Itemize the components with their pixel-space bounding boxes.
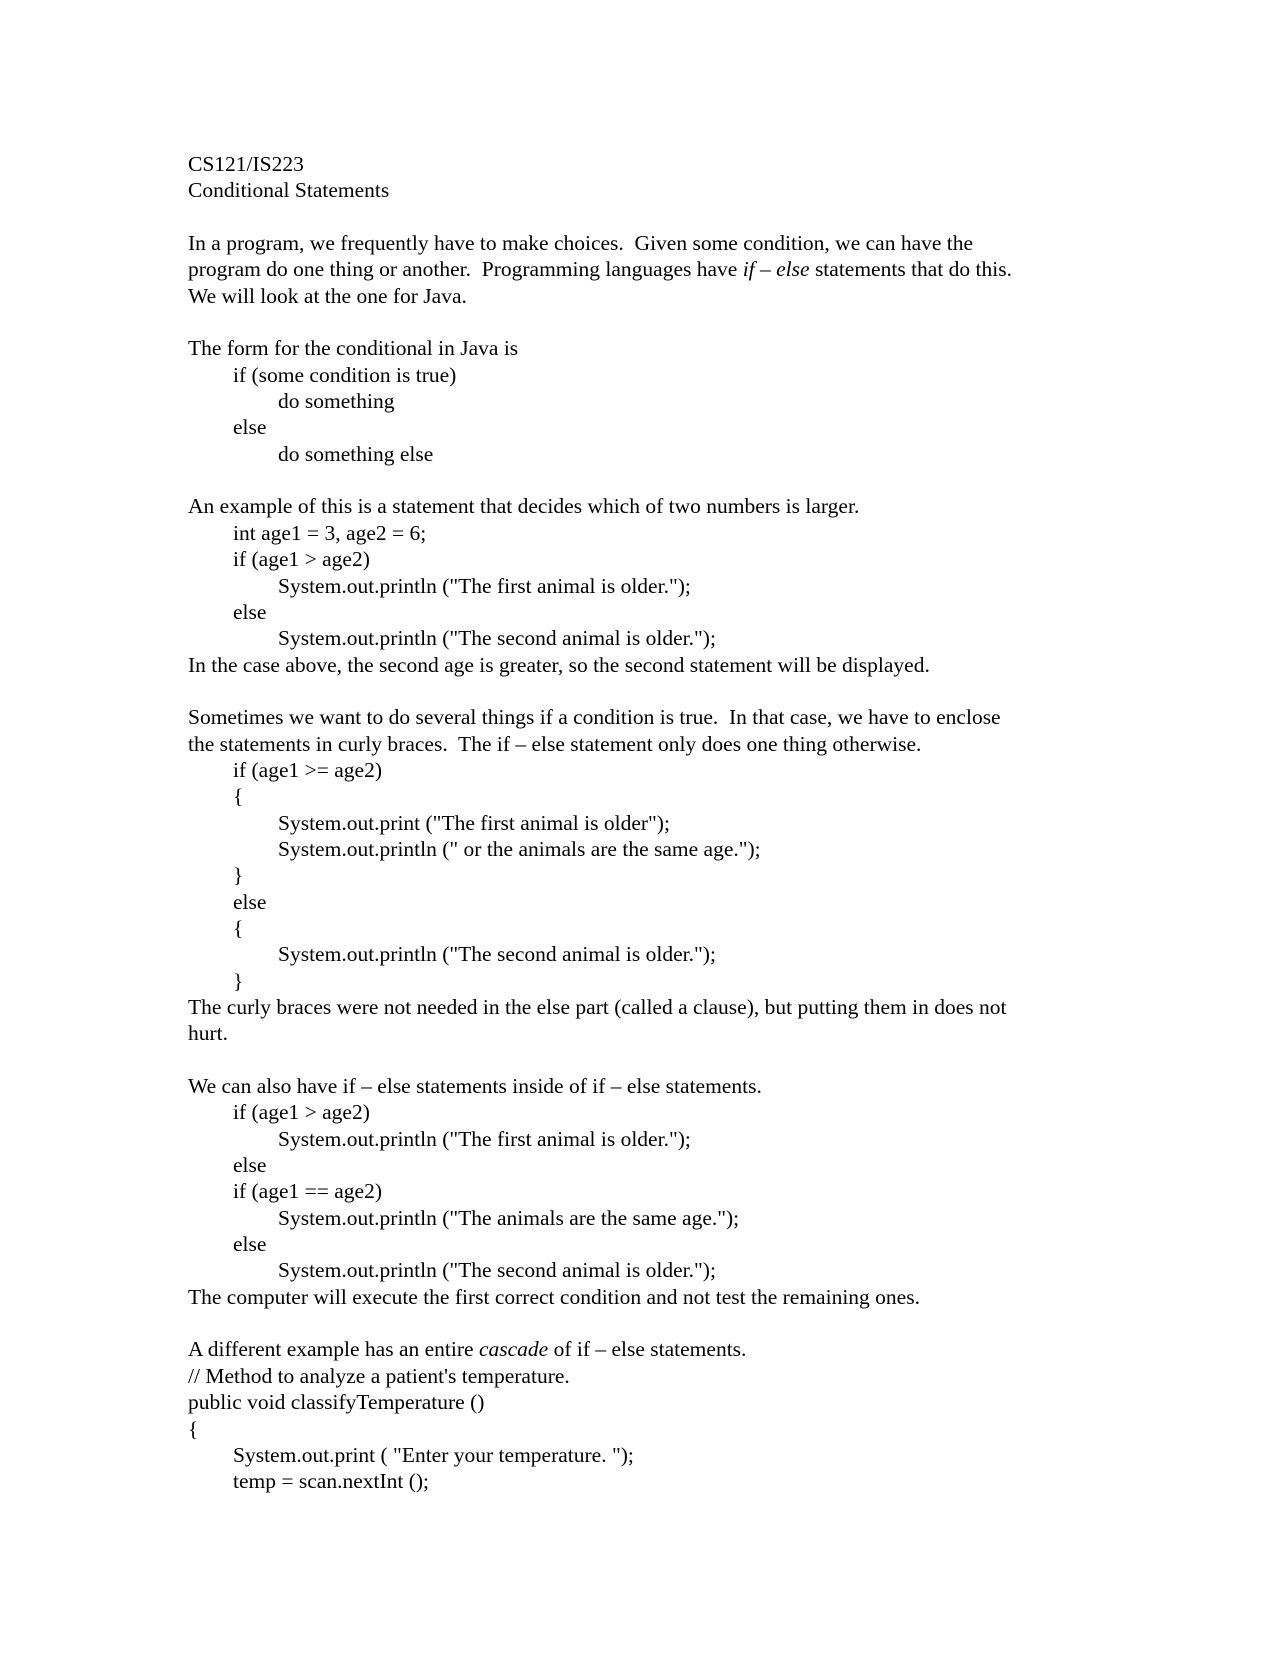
- code-comment: // Method to analyze a patient's temperature.: [188, 1363, 570, 1388]
- example3-explanation: The computer will execute the first correct condition and not test the remaining ones.: [188, 1284, 920, 1309]
- code-line: System.out.println ("The first animal is older.");: [278, 573, 691, 598]
- example2-intro-1: Sometimes we want to do several things if a condition is true. In that case, we have to enclose: [188, 705, 1001, 730]
- intro-line-3: We will look at the one for Java.: [188, 283, 467, 308]
- spacer: [188, 467, 1108, 493]
- code-line: System.out.print ("The first animal is older");: [278, 810, 670, 835]
- spacer: [188, 309, 1108, 335]
- example4-intro-text: A different example has an entire: [188, 1337, 479, 1362]
- spacer: [188, 1310, 1108, 1336]
- course-code: CS121/IS223: [188, 152, 304, 176]
- code-line: if (age1 > age2): [233, 1100, 370, 1125]
- code-line: temp = scan.nextInt ();: [233, 1469, 430, 1494]
- code-line: if (age1 >= age2): [233, 757, 382, 782]
- example2-intro-2: the statements in curly braces. The if – else statement only does one thing otherwise.: [188, 731, 922, 756]
- spacer: [188, 1047, 1108, 1073]
- code-line: if (some condition is true): [233, 362, 457, 387]
- intro-line-1: In a program, we frequently have to make choices. Given some condition, we can have the: [188, 231, 974, 256]
- code-line: else: [233, 1153, 267, 1178]
- spacer: [188, 678, 1108, 704]
- code-line: if (age1 == age2): [233, 1179, 382, 1204]
- code-line: int age1 = 3, age2 = 6;: [233, 520, 427, 545]
- code-line: System.out.println ("The second animal is older.");: [278, 626, 716, 651]
- intro-line-2: [188, 256, 1108, 282]
- code-line: if (age1 > age2): [233, 547, 370, 572]
- intro-line-2-text: program do one thing or another. Programming languages have: [188, 257, 743, 282]
- example1-explanation: In the case above, the second age is greater, so the second statement will be displayed.: [188, 652, 930, 677]
- code-line: {: [188, 1416, 199, 1441]
- code-line: }: [233, 863, 244, 888]
- if-else-emphasis: if – else: [742, 257, 810, 282]
- code-line: System.out.println (" or the animals are the same age.");: [278, 836, 761, 861]
- example4-intro-tail: of if – else statements.: [548, 1337, 747, 1362]
- code-line: public void classifyTemperature (): [188, 1390, 485, 1415]
- intro-line-2-tail: statements that do this.: [809, 257, 1012, 282]
- page-title: Conditional Statements: [188, 178, 390, 203]
- code-line: do something else: [278, 441, 434, 466]
- example1-intro: An example of this is a statement that decides which of two numbers is larger.: [188, 494, 860, 519]
- code-line: System.out.println ("The animals are the same age.");: [278, 1205, 740, 1230]
- example2-explanation-1: The curly braces were not needed in the else part (called a clause), but putting them in does not: [188, 995, 1007, 1019]
- code-line: {: [233, 915, 244, 940]
- example2-explanation-2: hurt.: [188, 1021, 229, 1046]
- cascade-emphasis: cascade: [478, 1337, 549, 1362]
- document-page: [188, 151, 1108, 1495]
- code-line: else: [233, 889, 267, 914]
- code-line: }: [233, 968, 244, 993]
- example4-intro: [188, 1336, 1108, 1362]
- code-line: else: [233, 415, 267, 440]
- code-line: do something: [278, 389, 395, 414]
- code-line: System.out.print ( "Enter your temperature. ");: [233, 1442, 634, 1467]
- code-line: System.out.println ("The second animal is older.");: [278, 942, 716, 967]
- example3-intro: We can also have if – else statements inside of if – else statements.: [188, 1074, 762, 1099]
- code-line: System.out.println ("The first animal is older.");: [278, 1126, 691, 1151]
- code-line: else: [233, 599, 267, 624]
- code-line: else: [233, 1232, 267, 1257]
- form-intro: The form for the conditional in Java is: [188, 336, 519, 361]
- spacer: [188, 204, 1108, 230]
- code-line: {: [233, 784, 244, 809]
- code-line: System.out.println ("The second animal is older.");: [278, 1258, 716, 1283]
